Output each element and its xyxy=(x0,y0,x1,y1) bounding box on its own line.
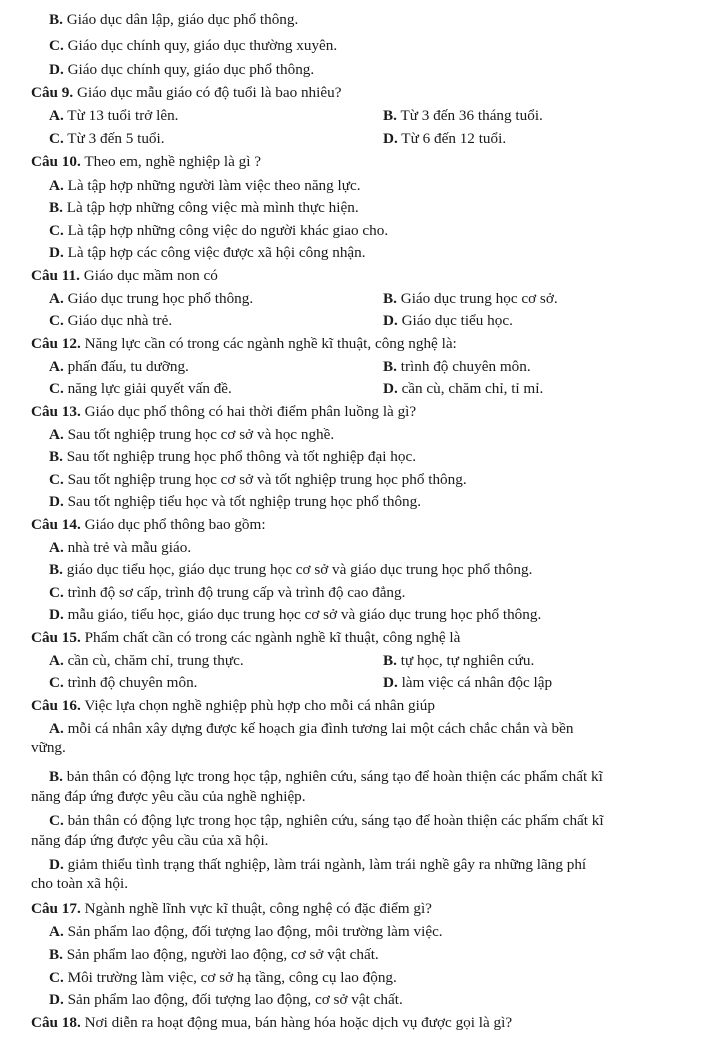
option-d: D. Giáo dục chính quy, giáo dục phổ thông. xyxy=(49,61,315,78)
q16-option-c-cont: năng đáp ứng được yêu cầu của xã hội. xyxy=(31,832,269,849)
q16-option-c: C. bản thân có động lực trong học tập, nghiên cứu, sáng tạo để hoàn thiện các phẩm chất kĩ xyxy=(49,812,604,829)
q9-option-b: B. Từ 3 đến 36 tháng tuổi. xyxy=(383,107,543,124)
q17-option-a: A. Sản phẩm lao động, đối tượng lao động, môi trường làm việc. xyxy=(49,923,443,940)
q12-option-c: C. năng lực giải quyết vấn đề. xyxy=(49,380,232,397)
question-15: Câu 15. Phẩm chất cần có trong các ngành nghề kĩ thuật, công nghệ là xyxy=(31,629,461,646)
q16-option-a: A. mỗi cá nhân xây dựng được kế hoạch gia đình tương lai một cách chắc chắn và bền xyxy=(49,720,574,737)
q16-option-b-cont: năng đáp ứng được yêu cầu của nghề nghiệp. xyxy=(31,788,306,805)
q16-option-b: B. bản thân có động lực trong học tập, nghiên cứu, sáng tạo để hoàn thiện các phẩm chất kĩ xyxy=(49,768,603,785)
q11-option-c: C. Giáo dục nhà trẻ. xyxy=(49,312,173,329)
q10-option-c: C. Là tập hợp những công việc do người khác giao cho. xyxy=(49,222,389,239)
q15-option-b: B. tự học, tự nghiên cứu. xyxy=(383,652,535,669)
q12-option-d: D. cần cù, chăm chỉ, tỉ mỉ. xyxy=(383,380,544,397)
q10-option-a: A. Là tập hợp những người làm việc theo năng lực. xyxy=(49,177,361,194)
q13-option-d: D. Sau tốt nghiệp tiểu học và tốt nghiệp trung học phổ thông. xyxy=(49,493,422,510)
question-18: Câu 18. Nơi diễn ra hoạt động mua, bán hàng hóa hoặc dịch vụ được gọi là gì? xyxy=(31,1014,513,1031)
q15-option-d: D. làm việc cá nhân độc lập xyxy=(383,674,553,691)
q15-option-a: A. cần cù, chăm chỉ, trung thực. xyxy=(49,652,244,669)
q9-option-a: A. Từ 13 tuổi trở lên. xyxy=(49,107,179,124)
q12-option-a: A. phấn đấu, tu dưỡng. xyxy=(49,358,189,375)
q14-option-b: B. giáo dục tiểu học, giáo dục trung học cơ sở và giáo dục trung học phổ thông. xyxy=(49,561,533,578)
q9-option-c: C. Từ 3 đến 5 tuổi. xyxy=(49,130,165,147)
q13-option-a: A. Sau tốt nghiệp trung học cơ sở và học nghề. xyxy=(49,426,335,443)
q9-option-d: D. Từ 6 đến 12 tuổi. xyxy=(383,130,507,147)
q17-option-b: B. Sản phẩm lao động, người lao động, cơ sở vật chất. xyxy=(49,946,379,963)
q11-option-d: D. Giáo dục tiểu học. xyxy=(383,312,513,329)
q10-option-b: B. Là tập hợp những công việc mà mình thực hiện. xyxy=(49,199,359,216)
q11-option-a: A. Giáo dục trung học phổ thông. xyxy=(49,290,254,307)
question-16: Câu 16. Việc lựa chọn nghề nghiệp phù hợp cho mỗi cá nhân giúp xyxy=(31,697,435,714)
option-b: B. Giáo dục dân lập, giáo dục phổ thông. xyxy=(49,11,299,28)
q13-option-b: B. Sau tốt nghiệp trung học phổ thông và tốt nghiệp đại học. xyxy=(49,448,416,465)
question-11: Câu 11. Giáo dục mầm non có xyxy=(31,267,218,284)
q14-option-d: D. mẫu giáo, tiểu học, giáo dục trung học cơ sở và giáo dục trung học phổ thông. xyxy=(49,606,542,623)
q16-option-d: D. giảm thiểu tình trạng thất nghiệp, làm trái ngành, làm trái nghề gây ra những lãng phí xyxy=(49,856,587,873)
q14-option-c: C. trình độ sơ cấp, trình độ trung cấp và trình độ cao đẳng. xyxy=(49,584,406,601)
option-c: C. Giáo dục chính quy, giáo dục thường xuyên. xyxy=(49,37,338,54)
q15-option-c: C. trình độ chuyên môn. xyxy=(49,674,198,691)
q16-option-d-cont: cho toàn xã hội. xyxy=(31,875,129,892)
question-10: Câu 10. Theo em, nghề nghiệp là gì ? xyxy=(31,153,262,170)
question-12: Câu 12. Năng lực cần có trong các ngành nghề kĩ thuật, công nghệ là: xyxy=(31,335,457,352)
q14-option-a: A. nhà trẻ và mẫu giáo. xyxy=(49,539,192,556)
question-17: Câu 17. Ngành nghề lĩnh vực kĩ thuật, công nghệ có đặc điểm gì? xyxy=(31,900,432,917)
q11-option-b: B. Giáo dục trung học cơ sở. xyxy=(383,290,558,307)
question-13: Câu 13. Giáo dục phổ thông có hai thời điểm phân luồng là gì? xyxy=(31,403,417,420)
q10-option-d: D. Là tập hợp các công việc được xã hội công nhận. xyxy=(49,244,366,261)
question-9: Câu 9. Giáo dục mẫu giáo có độ tuổi là bao nhiêu? xyxy=(31,84,342,101)
q12-option-b: B. trình độ chuyên môn. xyxy=(383,358,531,375)
q16-option-a-cont: vững. xyxy=(31,739,66,756)
q17-option-d: D. Sản phẩm lao động, đối tượng lao động, cơ sở vật chất. xyxy=(49,991,403,1008)
question-14: Câu 14. Giáo dục phổ thông bao gồm: xyxy=(31,516,266,533)
q13-option-c: C. Sau tốt nghiệp trung học cơ sở và tốt nghiệp trung học phổ thông. xyxy=(49,471,467,488)
q17-option-c: C. Môi trường làm việc, cơ sở hạ tầng, công cụ lao động. xyxy=(49,969,397,986)
